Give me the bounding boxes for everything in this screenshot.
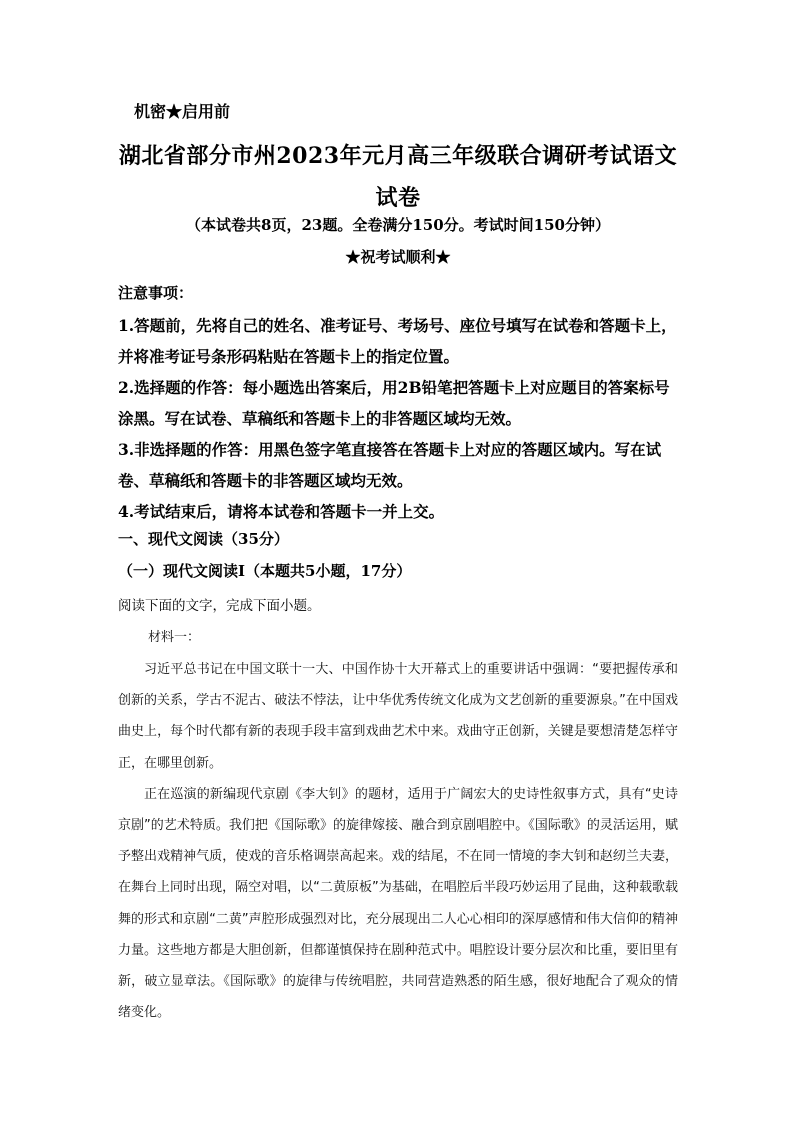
reading-passage bbox=[118, 654, 678, 1028]
exam-subtitle: （本试卷共8页，23题。全卷满分150分。考试时间150分钟） bbox=[186, 216, 610, 234]
subsection-heading: （一）现代文阅读Ⅰ（本题共5小题，17分） bbox=[118, 562, 412, 580]
note-item: 2.选择题的作答：每小题选出答案后，用2B铅笔把答题卡上对应题目的答案标号涂黑。写在试卷、草稿纸和答题卡上的非答题区域均无效。 bbox=[118, 378, 670, 428]
good-luck-line: ★祝考试顺利★ bbox=[345, 248, 451, 266]
note-item: 1.答题前，先将自己的姓名、准考证号、考场号、座位号填写在试卷和答题卡上，并将准考证号条形码粘贴在答题卡上的指定位置。 bbox=[118, 316, 677, 366]
confidential-label: 机密★启用前 bbox=[134, 102, 231, 121]
note-item: 3.非选择题的作答：用黑色签字笔直接答在答题卡上对应的答题区域内。写在试卷、草稿纸和答题卡的非答题区域均无效。 bbox=[118, 440, 662, 490]
material-label: 材料一： bbox=[148, 630, 201, 645]
exam-title: 湖北省部分市州2023年元月高三年级联合调研考试语文试卷 bbox=[118, 143, 678, 211]
passage-paragraph: 习近平总书记在中国文联十一大、中国作协十大开幕式上的重要讲话中强调：“要把握传承和创新的关系，学古不泥古、破法不悖法，让中华优秀传统文化成为文艺创新的重要源泉。”在中国戏曲史上，每个时代都有新的表现手段丰富到戏曲艺术中来。戏曲守正创新，关键是要想清楚怎样守正，在哪里创新。 bbox=[118, 662, 678, 771]
reading-instruction: 阅读下面的文字，完成下面小题。 bbox=[118, 598, 321, 614]
passage-paragraph: 正在巡演的新编现代京剧《李大钊》的题材，适用于广阔宏大的史诗性叙事方式，具有“史诗京剧”的艺术特质。我们把《国际歌》的旋律嫁接、融合到京剧唱腔中。《国际歌》的灵活运用，赋予整出戏精神气质，使戏的音乐格调崇高起来。戏的结尾，不在同一情境的李大钊和赵纫兰夫妻，在舞台上同时出现，隔空对唱，以“二黄原板”为基础，在唱腔后半段巧妙运用了昆曲，这种载歌载舞的形式和京剧“二黄”声腔形成强烈对比，充分展现出二人心心相印的深厚感情和伟大信仰的精神力量。这些地方都是大胆创新，但都谨慎保持在剧种范式中。唱腔设计要分层次和比重，要旧里有新，破立显章法。《国际歌》的旋律与传统唱腔，共同营造熟悉的陌生感，很好地配合了观众的情绪变化。 bbox=[118, 786, 678, 1021]
section-heading: 一、现代文阅读（35分） bbox=[118, 530, 289, 548]
notes-list bbox=[118, 310, 678, 527]
notes-heading: 注意事项： bbox=[118, 284, 194, 302]
note-item: 4.考试结束后，请将本试卷和答题卡一并上交。 bbox=[118, 502, 445, 521]
